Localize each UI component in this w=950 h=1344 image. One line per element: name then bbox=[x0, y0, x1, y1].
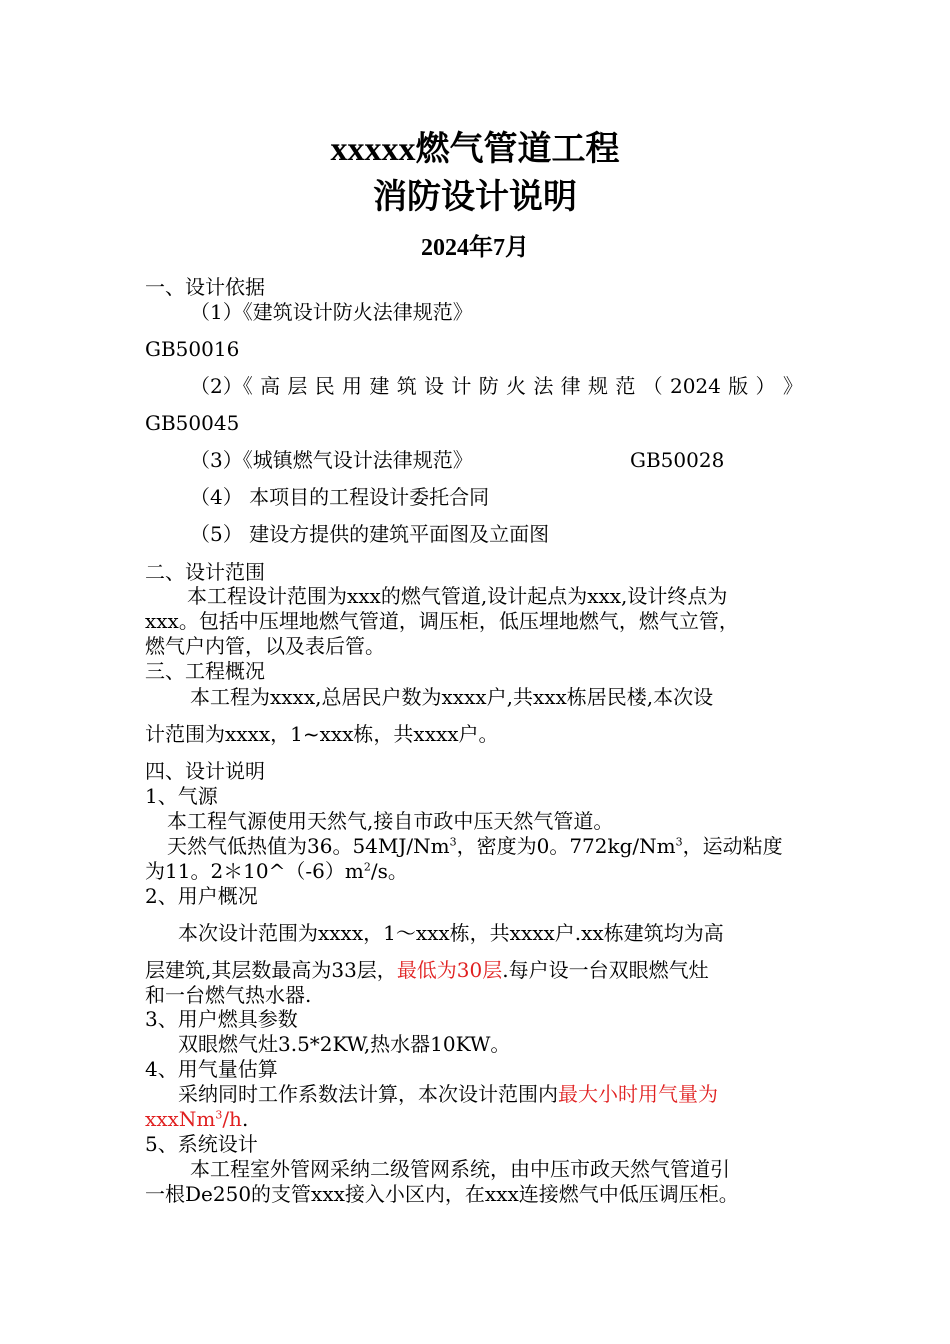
consumption-line-2: xxxNm$^3$/h. bbox=[145, 1107, 249, 1131]
section-heading-scope: 二、设计范围 bbox=[145, 560, 265, 584]
basis-item-1-code: GB50016 bbox=[145, 337, 240, 361]
basis-item-3: （3）《城镇燃气设计法律规范》 bbox=[190, 448, 473, 472]
basis-item-2-code: GB50045 bbox=[145, 411, 240, 435]
appliances-line-1: 双眼燃气灶3.5*2KW,热水器10KW。 bbox=[178, 1032, 511, 1056]
section-heading-overview: 三、工程概况 bbox=[145, 659, 265, 683]
basis-item-4: （4） 本项目的工程设计委托合同 bbox=[190, 485, 490, 509]
gas-source-line-3: 为11。$2*10\^{}(-6)m^2/s$。 bbox=[145, 859, 408, 883]
gas-source-line-1: 本工程气源使用天然气,接自市政中压天然气管道。 bbox=[167, 809, 614, 833]
subheading-gas-source: 1、气源 bbox=[145, 784, 218, 808]
scope-line-3: 燃气户内管，以及表后管。 bbox=[145, 634, 385, 658]
subheading-appliances: 3、用户燃具参数 bbox=[145, 1007, 298, 1031]
document-date: 2024年7月 bbox=[421, 235, 529, 261]
section-heading-basis: 一、设计依据 bbox=[145, 275, 265, 299]
scope-line-2: xxx。包括中压埋地燃气管道，调压柜，低压埋地燃气，燃气立管， bbox=[145, 609, 739, 633]
subheading-system: 5、系统设计 bbox=[145, 1132, 258, 1156]
overview-line-2: 计范围为xxxx，1~xxx栋，共xxxx户。 bbox=[145, 722, 499, 746]
document-subtitle: 消防设计说明 bbox=[373, 179, 577, 216]
system-line-2: 一根De250的支管xxx接入小区内，在xxx连接燃气中低压调压柜。 bbox=[145, 1182, 739, 1206]
basis-item-2: （2）《 高 层 民 用 建 筑 设 计 防 火 法 律 规 范 （ 2024 版 ） 》 bbox=[190, 374, 803, 398]
users-line-1: 本次设计范围为xxxx，1～xxx栋，共xxxx户.xx栋建筑均为高 bbox=[178, 921, 724, 945]
basis-item-1: （1）《建筑设计防火法律规范》 bbox=[190, 300, 473, 324]
document-title: xxxxx燃气管道工程 bbox=[330, 131, 620, 168]
users-line-3: 和一台燃气热水器. bbox=[145, 983, 312, 1007]
gas-source-line-2: 天然气低热值为36。54MJ/Nm$^3$，密度为0。772kg/Nm$^3$，运动粘度 bbox=[167, 834, 783, 858]
subheading-users: 2、用户概况 bbox=[145, 884, 258, 908]
section-heading-description: 四、设计说明 bbox=[145, 759, 265, 783]
scope-line-1: 本工程设计范围为xxx的燃气管道,设计起点为xxx,设计终点为 bbox=[187, 584, 728, 608]
overview-line-1: 本工程为xxxx,总居民户数为xxxx户,共xxx栋居民楼,本次设 bbox=[190, 685, 714, 709]
system-line-1: 本工程室外管网采纳二级管网系统，由中压市政天然气管道引 bbox=[190, 1157, 730, 1181]
subheading-consumption: 4、用气量估算 bbox=[145, 1057, 278, 1081]
basis-item-3-code: GB50028 bbox=[630, 448, 725, 472]
users-line-2: 层建筑,其层数最高为33层，最低为30层.每户设一台双眼燃气灶 bbox=[145, 958, 709, 982]
basis-item-5: （5） 建设方提供的建筑平面图及立面图 bbox=[190, 522, 550, 546]
consumption-line-1: 采纳同时工作系数法计算，本次设计范围内最大小时用气量为 bbox=[178, 1082, 718, 1106]
